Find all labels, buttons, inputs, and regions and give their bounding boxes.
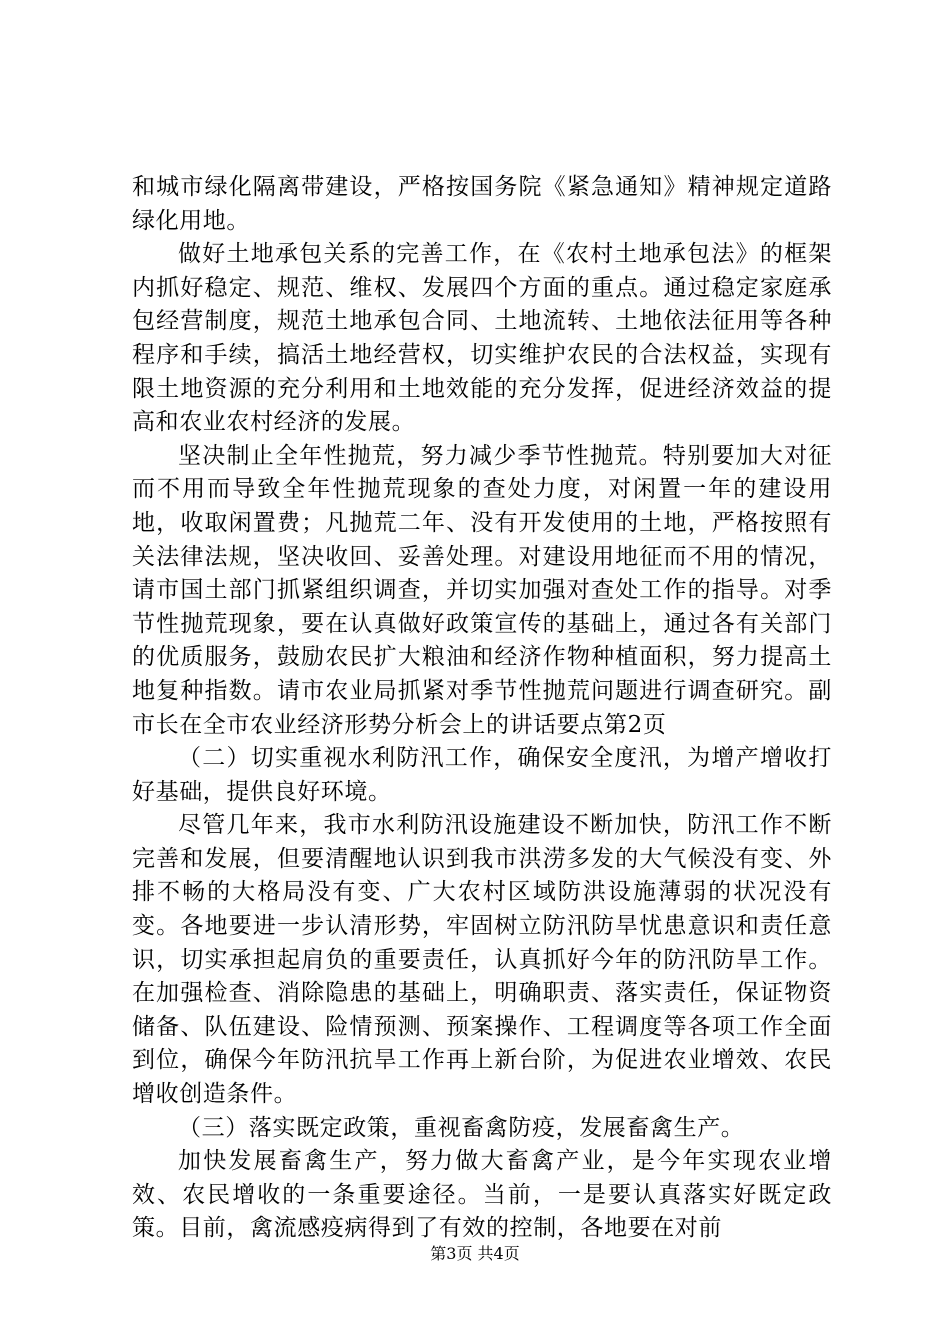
section-heading-flood-control: （二）切实重视水利防汛工作，确保安全度汛，为增产增收打好基础，提供良好环境。 — [132, 745, 832, 805]
paragraph-continuation: 和城市绿化隔离带建设，严格按国务院《紧急通知》精神规定道路绿化用地。 — [132, 174, 832, 234]
section-heading-livestock: （三）落实既定政策，重视畜禽防疫，发展畜禽生产。 — [178, 1114, 745, 1141]
page-footer: 第3页 共4页 — [430, 1244, 520, 1263]
paragraph-flood-control: 尽管几年来，我市水利防汛设施建设不断加快，防汛工作不断完善和发展，但要清醒地认识到我市洪涝多发的大气候没有变、外排不畅的大格局没有变、广大农村区域防洪设施薄弱的状况没有变。各地要进一步认清形势，牢固树立防汛防旱忧患意识和责任意识，切实承担起肩负的重要责任，认真抓好今年的防汛防旱工作。在加强检查、消除隐患的基础上，明确职责、落实责任，保证物资储备、队伍建设、险情预测、预案操作、工程调度等各项工作全面到位，确保今年防汛抗旱工作再上新台阶，为促进农业增效、农民增收创造条件。 — [132, 812, 832, 1108]
paragraph-land-contract: 做好土地承包关系的完善工作，在《农村土地承包法》的框架内抓好稳定、规范、维权、发展四个方面的重点。通过稳定家庭承包经营制度，规范土地承包合同、土地流转、土地依法征用等各种程序和手续，搞活土地经营权，切实维护农民的合法权益，实现有限土地资源的充分利用和土地效能的充分发挥，促进经济效益的提高和农业农村经济的发展。 — [132, 241, 832, 436]
document-body — [132, 171, 832, 1246]
paragraph-abandoned-land: 坚决制止全年性抛荒，努力减少季节性抛荒。特别要加大对征而不用而导致全年性抛荒现象的查处力度，对闲置一年的建设用地，收取闲置费；凡抛荒二年、没有开发使用的土地，严格按照有关法律法规，坚决收回、妥善处理。对建设用地征而不用的情况，请市国土部门抓紧组织调查，并切实加强对查处工作的指导。对季节性抛荒现象，要在认真做好政策宣传的基础上，通过各有关部门的优质服务，鼓励农民扩大粮油和经济作物种植面积，努力提高土地复种指数。请市农业局抓紧对季节性抛荒问题进行调查研究。副市长在全市农业经济形势分析会上的讲话要点第2页 — [132, 442, 832, 738]
paragraph-livestock: 加快发展畜禽生产，努力做大畜禽产业，是今年实现农业增效、农民增收的一条重要途径。当前，一是要认真落实好既定政策。目前，禽流感疫病得到了有效的控制，各地要在对前 — [132, 1148, 832, 1242]
